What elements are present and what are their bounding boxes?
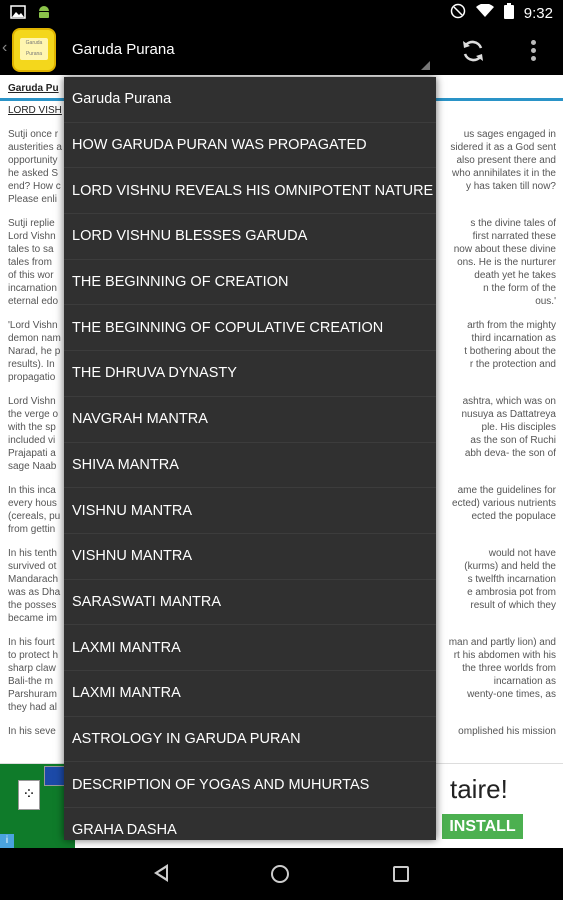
article-line-right: (kurms) and held the <box>464 561 556 572</box>
article-line-left: Please enli <box>8 194 57 205</box>
article-line-left: Lord Vishn <box>8 231 56 242</box>
dropdown-item[interactable]: LORD VISHNU BLESSES GARUDA <box>64 214 436 260</box>
image-icon <box>10 5 26 23</box>
article-line-right: ous.' <box>535 296 556 307</box>
article-line-left: he asked S <box>8 168 59 179</box>
article-line-right: also present there and <box>456 155 556 166</box>
dropdown-item[interactable]: DESCRIPTION OF YOGAS AND MUHURTAS <box>64 762 436 808</box>
article-subtitle: LORD VISH <box>8 105 62 116</box>
spinner-caret-icon <box>421 61 430 70</box>
dropdown-item[interactable]: ASTROLOGY IN GARUDA PURAN <box>64 717 436 763</box>
overflow-menu-button[interactable] <box>523 37 543 65</box>
article-line-left: 'Lord Vishn <box>8 320 58 331</box>
article-line-left: Parshuram <box>8 689 57 700</box>
info-icon[interactable]: i <box>0 834 14 848</box>
article-title: Garuda Pu <box>8 83 59 94</box>
article-line-left: included vi <box>8 435 56 446</box>
article-line-left: tales to sa <box>8 244 54 255</box>
status-bar <box>0 0 563 25</box>
article-line-right: incarnation as <box>493 676 556 687</box>
article-line-right: abh deva- the son of <box>464 448 556 459</box>
article-line-left: Bali-the m <box>8 676 54 687</box>
article-line-right: n the form of the <box>483 283 556 294</box>
article-line-right: first narrated these <box>472 231 556 242</box>
article-line-left: propagatio <box>8 372 56 383</box>
dropdown-item[interactable]: THE DHRUVA DYNASTY <box>64 351 436 397</box>
article-line-left: with the sp <box>8 422 56 433</box>
article-line-right: as the son of Ruchi <box>470 435 556 446</box>
article-line-left: (cereals, pu <box>8 511 61 522</box>
do-not-disturb-icon <box>450 3 466 23</box>
article-line-left: results). In <box>8 359 55 370</box>
article-line-left: incarnation <box>8 283 57 294</box>
article-line-left: end? How c <box>8 181 61 192</box>
article-line-left: In this inca <box>8 485 56 496</box>
overflow-dot <box>531 56 536 61</box>
article-line-right: ected) various nutrients <box>452 498 556 509</box>
refresh-button[interactable] <box>458 36 488 66</box>
article-line-left: every hous <box>8 498 57 509</box>
article-line-right: third incarnation as <box>471 333 556 344</box>
article-line-left: In his seve <box>8 726 56 737</box>
article-line-right: rt his abdomen with his <box>453 650 556 661</box>
chapter-spinner[interactable]: Garuda Purana <box>72 41 175 58</box>
article-line-right: wenty-one times, as <box>467 689 556 700</box>
article-line-right: s twelfth incarnation <box>467 574 556 585</box>
dropdown-item[interactable]: THE BEGINNING OF CREATION <box>64 260 436 306</box>
article-line-right: would not have <box>488 548 556 559</box>
dropdown-item[interactable]: HOW GARUDA PURAN WAS PROPAGATED <box>64 123 436 169</box>
article-line-right: ashtra, which was on <box>462 396 556 407</box>
dropdown-item[interactable]: LAXMI MANTRA <box>64 671 436 717</box>
article-line-right: ons. He is the nurturer <box>457 257 556 268</box>
article-line-left: sharp claw <box>8 663 56 674</box>
app-logo-text: Garuda Purana <box>20 38 48 60</box>
article-line-left: demon nam <box>8 333 61 344</box>
dropdown-item[interactable]: VISHNU MANTRA <box>64 488 436 534</box>
status-time: 9:32 <box>523 4 553 22</box>
article-line-right: man and partly lion) and <box>448 637 556 648</box>
article-line-right: result of which they <box>470 600 556 611</box>
article-line-left: opportunity <box>8 155 58 166</box>
article-line-left: Lord Vishn <box>8 396 56 407</box>
article-line-left: to protect h <box>8 650 59 661</box>
article-line-right: now about these divine <box>453 244 556 255</box>
wifi-icon <box>476 4 494 22</box>
card-image <box>44 766 66 786</box>
article-line-right: the three worlds from <box>462 663 556 674</box>
article-line-left: from gettin <box>8 524 56 535</box>
dropdown-item[interactable]: LAXMI MANTRA <box>64 625 436 671</box>
install-button[interactable]: INSTALL <box>442 814 523 839</box>
article-line-right: us sages engaged in <box>463 129 556 140</box>
dropdown-item[interactable]: SHIVA MANTRA <box>64 443 436 489</box>
article-line-right: sidered it as a God sent <box>450 142 556 153</box>
article-line-left: the posses <box>8 600 57 611</box>
dropdown-item[interactable]: THE BEGINNING OF COPULATIVE CREATION <box>64 305 436 351</box>
up-caret-icon[interactable]: ‹ <box>2 39 8 56</box>
article-line-right: ple. His disciples <box>481 422 556 433</box>
article-line-right: ame the guidelines for <box>457 485 556 496</box>
card-image: ⁘ <box>18 780 40 810</box>
article-line-left: they had al <box>8 702 57 713</box>
article-line-left: eternal edo <box>8 296 59 307</box>
app-logo[interactable] <box>12 28 56 72</box>
battery-icon <box>504 3 514 23</box>
article-line-left: In his tenth <box>8 548 57 559</box>
article-line-right: y has taken till now? <box>465 181 556 192</box>
overflow-dot <box>531 48 536 53</box>
article-line-left: Sutji replie <box>8 218 55 229</box>
status-bar-right <box>450 3 553 23</box>
article-line-left: Narad, he p <box>8 346 61 357</box>
article-line-left: tales from <box>8 257 52 268</box>
article-line-left: of this wor <box>8 270 54 281</box>
article-line-right: omplished his mission <box>458 726 556 737</box>
ad-headline: taire! <box>450 774 508 804</box>
status-bar-left <box>10 4 52 24</box>
article-line-left: became im <box>8 613 57 624</box>
article-line-left: Mandarach <box>8 574 59 585</box>
article-line-right: death yet he takes <box>474 270 556 281</box>
android-icon <box>36 4 52 24</box>
dropdown-item[interactable]: Garuda Purana <box>64 77 436 123</box>
back-icon[interactable] <box>154 864 168 882</box>
dropdown-item[interactable]: GRAHA DASHA <box>64 808 436 840</box>
article-line-right: nusuya as Dattatreya <box>461 409 556 420</box>
dropdown-item[interactable]: SARASWATI MANTRA <box>64 580 436 626</box>
overflow-dot <box>531 40 536 45</box>
article-line-left: Prajapati a <box>8 448 56 459</box>
article-line-left: austerities a <box>8 142 62 153</box>
article-line-left: survived ot <box>8 561 57 572</box>
article-line-right: s the divine tales of <box>470 218 556 229</box>
article-line-right: r the protection and <box>469 359 556 370</box>
article-line-right: who annihilates it in the <box>452 168 556 179</box>
article-line-right: e ambrosia pot from <box>467 587 556 598</box>
article-line-left: Sutji once r <box>8 129 59 140</box>
article-line-left: sage Naab <box>8 461 57 472</box>
article-line-right: arth from the mighty <box>467 320 556 331</box>
article-line-left: the verge o <box>8 409 59 420</box>
article-line-right: t bothering about the <box>464 346 556 357</box>
action-bar <box>0 25 563 75</box>
navigation-bar <box>0 848 563 900</box>
refresh-icon <box>458 36 488 66</box>
article-line-left: In his fourt <box>8 637 55 648</box>
dropdown-item[interactable]: LORD VISHNU REVEALS HIS OMNIPOTENT NATURE <box>64 168 436 214</box>
recent-apps-icon[interactable] <box>393 866 409 882</box>
home-icon[interactable] <box>271 865 289 883</box>
article-line-right: ected the populace <box>471 511 556 522</box>
dropdown-item[interactable]: NAVGRAH MANTRA <box>64 397 436 443</box>
chapter-dropdown <box>64 77 436 840</box>
article-line-left: was as Dha <box>8 587 61 598</box>
dropdown-item[interactable]: VISHNU MANTRA <box>64 534 436 580</box>
